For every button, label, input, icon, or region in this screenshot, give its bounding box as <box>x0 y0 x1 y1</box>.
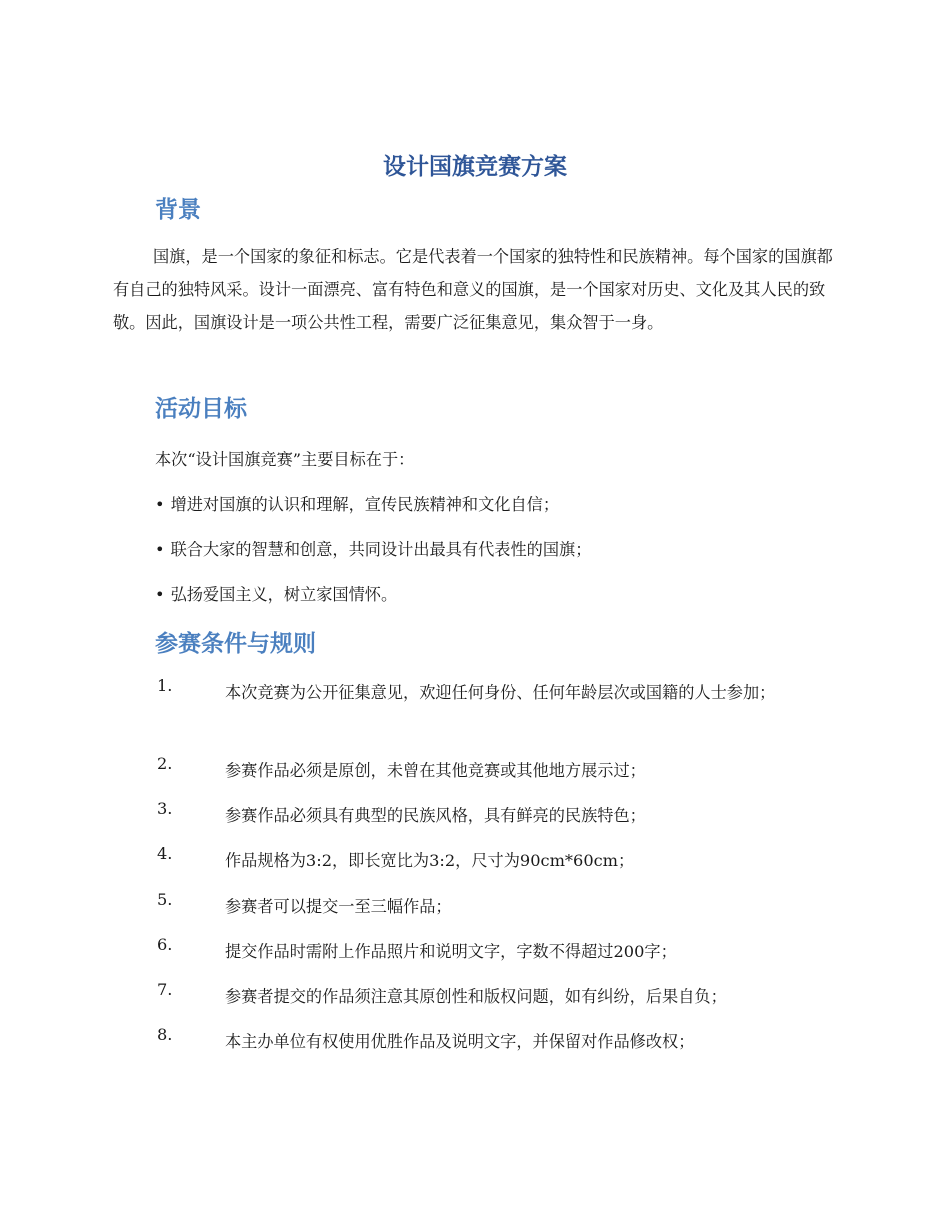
rule-list-item <box>113 935 833 968</box>
rule-text: 参赛者提交的作品须注意其原创性和版权问题，如有纠纷，后果自负； <box>225 987 727 1006</box>
bullet-text: 增进对国旗的认识和理解，宣传民族精神和文化自信； <box>170 495 560 514</box>
goals-bullet-item <box>155 581 397 605</box>
document-title: 设计国旗竞赛方案 <box>383 154 567 180</box>
bullet-text: 弘扬爱国主义，树立家国情怀。 <box>170 585 398 604</box>
rule-number: 8. <box>157 1025 173 1044</box>
rule-text: 参赛者可以提交一至三幅作品； <box>225 897 452 916</box>
section-heading-goals: 活动目标 <box>155 396 247 422</box>
rule-list-item <box>113 844 833 877</box>
section-heading-rules: 参赛条件与规则 <box>155 631 316 657</box>
rule-number: 7. <box>157 980 173 999</box>
goals-intro: 本次“设计国旗竞赛”主要目标在于： <box>155 450 415 469</box>
rule-number: 3. <box>157 799 173 818</box>
rule-list-item <box>113 1025 833 1058</box>
rule-text: 作品规格为3:2，即长宽比为3:2，尺寸为90cm*60cm； <box>225 851 635 870</box>
background-paragraph: 国旗，是一个国家的象征和标志。它是代表着一个国家的独特性和民族精神。每个国家的国旗都有自己的独特风采。设计一面漂亮、富有特色和意义的国旗，是一个国家对历史、文化及其人民的致敬。因此，国旗设计是一项公共性工程，需要广泛征集意见，集众智于一身。 <box>113 247 833 332</box>
bullet-icon: • <box>155 540 165 559</box>
goals-bullet-item <box>155 536 591 560</box>
bullet-text: 联合大家的智慧和创意，共同设计出最具有代表性的国旗； <box>170 540 592 559</box>
bullet-icon: • <box>155 495 165 514</box>
rule-number: 5. <box>157 890 173 909</box>
rule-list-item <box>113 980 833 1013</box>
rule-text: 参赛作品必须是原创，未曾在其他竞赛或其他地方展示过； <box>225 761 646 780</box>
rule-list-item <box>113 754 833 787</box>
rule-text: 提交作品时需附上作品照片和说明文字，字数不得超过200字； <box>225 942 677 961</box>
rule-text: 本次竞赛为公开征集意见，欢迎任何身份、任何年龄层次或国籍的人士参加； <box>225 683 776 702</box>
rule-list-item <box>113 890 833 923</box>
section-heading-background: 背景 <box>155 197 201 223</box>
rule-text: 参赛作品必须具有典型的民族风格，具有鲜亮的民族特色； <box>225 806 646 825</box>
rule-number: 4. <box>157 844 173 863</box>
rule-number: 6. <box>157 935 173 954</box>
rule-list-item <box>113 676 833 709</box>
rule-number: 2. <box>157 754 173 773</box>
rule-list-item <box>113 799 833 832</box>
rule-text: 本主办单位有权使用优胜作品及说明文字，并保留对作品修改权； <box>225 1032 695 1051</box>
goals-bullet-item <box>155 491 559 515</box>
bullet-icon: • <box>155 585 165 604</box>
rule-number: 1. <box>157 676 173 695</box>
